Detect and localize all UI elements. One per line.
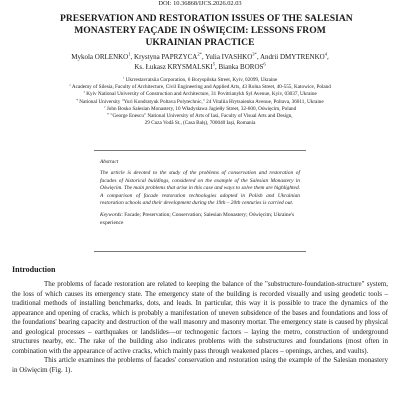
affiliation-line bbox=[12, 105, 388, 116]
affiliation-sup: 6 bbox=[107, 113, 110, 116]
author-sup: 3* bbox=[252, 51, 257, 57]
keywords-text: : Facade; Preservation; Conservation; Salesian Monastery; Oświęcim; Ukraine's experience bbox=[100, 212, 295, 226]
affiliation-text: Kyiv National University of Construction and Architecture, 31 Povitrianykh Syl Avenue, Kyiv, 03037, Ukraine bbox=[86, 91, 317, 98]
author-name: Mykola ORLENKO bbox=[71, 53, 129, 61]
affiliation-line bbox=[12, 91, 388, 98]
keywords-label: Keywords bbox=[100, 212, 122, 219]
author-list bbox=[40, 52, 360, 73]
author-name: Yulia IVASHKO bbox=[205, 53, 253, 61]
title-line: PRESERVATION AND RESTORATION ISSUES OF THE SALESIAN bbox=[60, 13, 353, 24]
paper-title bbox=[60, 13, 353, 49]
doi-line: DOI: 10.36868/IJCS.2026.02.03 bbox=[158, 0, 242, 7]
affiliation-text: John Bosko Salesian Monastery, 10 Władysława Jagiełły Street, 32-600, Oświęcim, Poland bbox=[106, 105, 297, 112]
author-sup: 1 bbox=[128, 51, 131, 57]
author-name: Bianka BOROS bbox=[218, 63, 264, 72]
abstract-block bbox=[100, 159, 300, 227]
keywords-line bbox=[100, 212, 300, 227]
affiliation-sup: 1 bbox=[122, 77, 125, 80]
affiliation-line bbox=[12, 113, 388, 120]
affiliation-text: Ukrrestavratsiia Corporation, 6 Boryspilska Street, Kyiv, 02099, Ukraine bbox=[125, 77, 278, 83]
author-name: Ks. Łukasz KRYSMALSKI bbox=[134, 63, 213, 72]
abstract-top-rule bbox=[94, 150, 306, 151]
affiliation-list bbox=[12, 77, 388, 127]
affiliation-sup: 2 bbox=[69, 84, 71, 87]
affiliation-line bbox=[12, 84, 388, 94]
affiliation-sup: 4 bbox=[76, 98, 78, 101]
affiliation-sup: 5 bbox=[103, 105, 106, 109]
author-line-1: Mykola ORLENKO$^1$, Krystyna $PAPRZYCA^{2*}$, Yulia $IVASHKO^{3*}$, Andrii DMYTRENKO$^4$, bbox=[71, 51, 329, 61]
abstract-text: The article is devoted to the study of the problems of conservation and restoration of facades of historical buildings, considered on the example of the Salesian Monastery in Oświęcim. The main problems that arise in this case and ways to solve them are highlighted. A comparison of facade restoration technologies adopted in Polish and Ukrainian restoration schools and their development during the 19th – 20th centuries is carried out. bbox=[100, 170, 300, 207]
affiliation-line bbox=[12, 77, 388, 87]
author-sup: 4 bbox=[324, 51, 327, 57]
author-sup: 5 bbox=[212, 62, 215, 68]
body-paragraph: The problems of facade restoration are related to keeping the balance of the "substructure-foundation-structure" system, the loss of which causes its emergency state. The emergency state of the building is recorded visually and using geodetic tools – traditional methods of installing benchmarks, dots, and leads. In particular, this way it is possible to trace the dynamics of the appearance and opening of cracks, which is probably a manifestation of uneven subsidence of the bases and foundations and loss of the foundations' bearing capacity and destruction of the wall masonry and masonry mortar. The emergency state is caused by physical and geological processes – earthquakes or landslides—or technogenic factors – laying the metro, construction of underground structures nearby, etc. The rake of the building also indicates problems with the substructures and foundations (most often in combination with the appearance of active cracks, which mainly pass through weakened places – openings, arches, and vaults). bbox=[12, 280, 388, 355]
affiliation-text: National University "Yuri Kondratyuk Poltava Polytechnic," 24 Vitaliia Hrytsaienka Avenue, Poltava, 36011, Ukraine bbox=[79, 98, 324, 105]
section-heading: Introduction bbox=[12, 265, 56, 274]
author-name: Krystyna PAPRZYCA bbox=[134, 53, 198, 61]
author-name: Andrii DMYTRENKO bbox=[259, 53, 325, 61]
affiliation-sup: 3 bbox=[83, 91, 85, 94]
body-text bbox=[12, 280, 388, 375]
affiliation-text: "George Enescu" National University of Arts of Iasi, Faculty of Visual Arts and Design, bbox=[110, 113, 293, 120]
author-line-2: Ks. Łukasz KRYSMALSKI$^5$, Bianka BOROS$^6$ bbox=[134, 62, 266, 72]
title-line: UKRAINIAN PRACTICE bbox=[145, 37, 255, 48]
author-sup: 2* bbox=[197, 51, 202, 57]
affiliation-text: 29 Cuza Vodă St., (Casa Balș), 700040 Iași, Romania bbox=[144, 120, 256, 127]
abstract-heading: Abstract bbox=[100, 159, 119, 165]
author-sup: 6 bbox=[263, 62, 266, 68]
body-paragraph: This article examines the problems of facades' conservation and restoration using the example of the Salesian monastery in Oświęcim (Fig. 1). bbox=[12, 356, 388, 374]
affiliation-text: Academy of Silesia, Faculty of Architecture, Civil Engineering and Applied Arts, 43 Rolna Street, 40-555, Katowice, Poland bbox=[71, 84, 331, 91]
title-line: MONASTERY FAÇADE IN OŚWIĘCIM: LESSONS FROM bbox=[74, 25, 326, 36]
abstract-bottom-rule bbox=[94, 251, 306, 252]
affiliation-line bbox=[12, 120, 388, 127]
